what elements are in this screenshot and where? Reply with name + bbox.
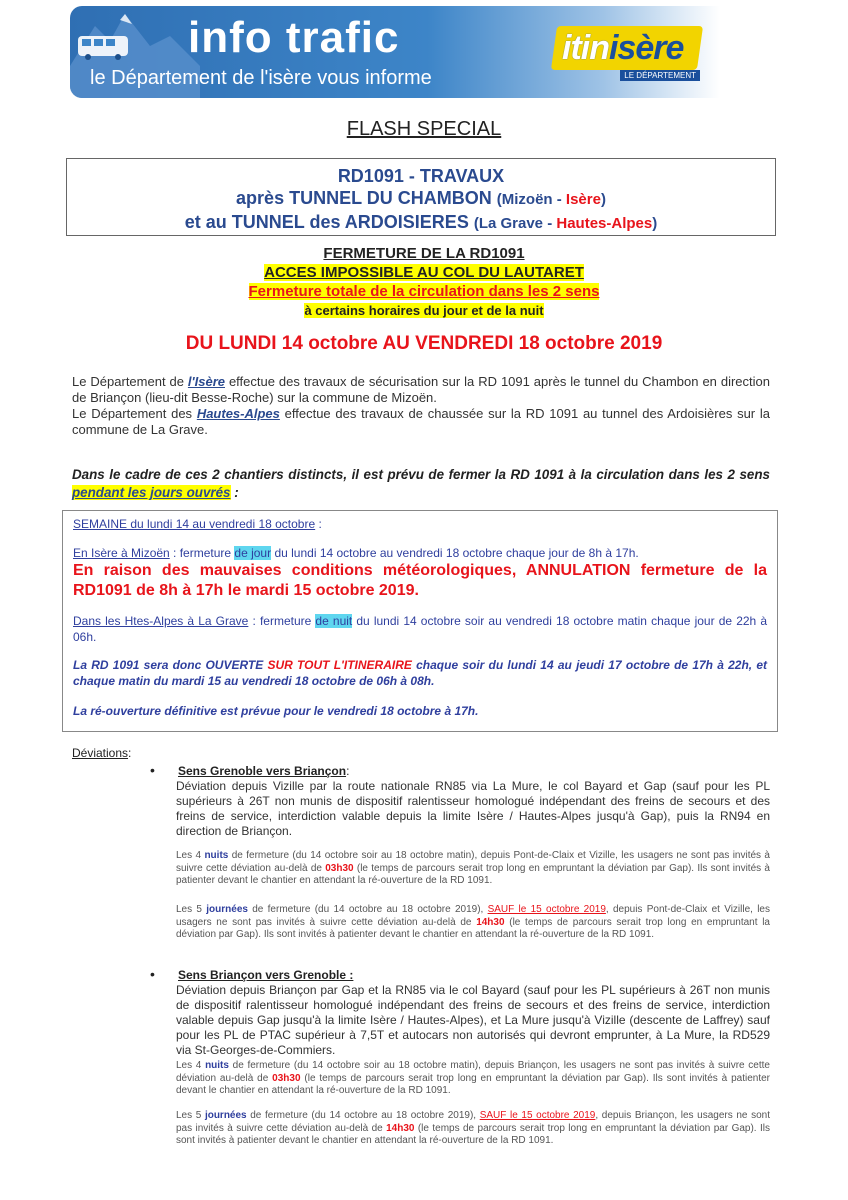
title-box — [66, 158, 776, 236]
flash-title: FLASH SPECIAL — [346, 118, 502, 140]
cancellation-notice: En raison des mauvaises conditions météorologiques, ANNULATION fermeture de la RD1091 de 8h à 17h le mardi 15 octobre 2019. — [73, 562, 767, 599]
hautes-alpes-schedule: Dans les Htes-Alpes à La Grave : fermeture de nuit du lundi 14 octobre soir au vendredi 18 octobre matin chaque jour de 22h à 06h. — [73, 614, 768, 644]
title-line-2: après TUNNEL DU CHAMBON (Mizoën - Isère) — [236, 188, 606, 208]
itinisere-logo: itinisère LE DÉPARTEMENT — [554, 26, 700, 80]
paragraph-isere: Le Département de l'Isère effectue des travaux de sécurisation sur la RD 1091 après le tunnel du Chambon en direction de Briançon (lieu-dit Besse-Roche) sur la commune de Mizoën. — [72, 374, 770, 405]
header-title: info trafic — [188, 13, 400, 62]
paragraph-hautes-alpes: Le Département des Hautes-Alpes effectue des travaux de chaussée sur la RD 1091 au tunnel des Ardoisières sur la commune de La Grave. — [72, 406, 770, 437]
title-line-1: RD1091 - TRAVAUX — [337, 166, 505, 186]
closure-line-3: Fermeture totale de la circulation dans les 2 sens — [248, 283, 600, 300]
section-2-nights: Les 4 nuits de fermeture (du 14 octobre soir au 18 octobre matin), depuis Briançon, les usagers ne sont pas invités à suivre cette déviation au-delà de 03h30 (le temps de parcours serait trop long en empruntant la déviation par Gap). Ils sont invités à patienter devant le chantier en attendant la ré-ouverture de la RD 1091. — [176, 1060, 770, 1096]
logo-department: LE DÉPARTEMENT — [620, 70, 700, 81]
bullet-icon: • — [150, 966, 155, 982]
bullet-icon: • — [150, 762, 155, 778]
closure-line-2: ACCES IMPOSSIBLE AU COL DU LAUTARET — [264, 264, 584, 281]
closure-notice — [0, 244, 848, 320]
isere-schedule: En Isère à Mizoën : fermeture de jour du lundi 14 octobre au vendredi 18 octobre chaque jour de 8h à 17h. — [73, 546, 639, 560]
section-briancon-grenoble-text: Déviation depuis Briançon par Gap et la RN85 via le col Bayard (sauf pour les PL supérieurs à 26T non munis de dispositif ralentisseur homologué indépendant des freins de secours et des freins de service, interdiction valable depuis Gap jusqu'à la limite Isère / Hautes-Alpes), et La Mure jusqu'à Vizille (descente de Laffrey) sauf pour les PL de PTAC supérieur à 7,5T et autocars non autorisés qui devront emprunter, à La Mure, la RD529 via St-Georges-de-Commiers. — [176, 983, 770, 1057]
header-subtitle: le Département de l'isère vous informe — [90, 67, 432, 89]
reopening-notice: La ré-ouverture définitive est prévue pour le vendredi 18 octobre à 17h. — [73, 704, 479, 718]
open-hours: La RD 1091 sera donc OUVERTE SUR TOUT L'ITINERAIRE chaque soir du lundi 14 au jeudi 17 octobre de 17h à 22h, et chaque matin du mardi 15 au vendredi 18 octobre de 06h à 08h. — [73, 658, 767, 688]
section-briancon-grenoble-heading: Sens Briançon vers Grenoble : — [178, 968, 354, 982]
title-line-3: et au TUNNEL des ARDOISIERES (La Grave - Hautes-Alpes) — [184, 212, 658, 232]
intro-text: Dans le cadre de ces 2 chantiers distincts, il est prévu de fermer la RD 1091 à la circulation dans les 2 sens pendant les jours ouvrés : — [72, 467, 770, 500]
section-1-nights: Les 4 nuits de fermeture (du 14 octobre soir au 18 octobre matin), depuis Pont-de-Claix et Vizille, les usagers ne sont pas invités à suivre cette déviation au-delà de 03h30 (le temps de parcours serait trop long en empruntant la déviation par Gap). Ils sont invités à patienter devant le chantier en attendant la ré-ouverture de la RD 1091. — [176, 850, 770, 886]
closure-dates: DU LUNDI 14 octobre AU VENDREDI 18 octobre 2019 — [185, 333, 663, 354]
section-1-days: Les 5 journées de fermeture (du 14 octobre au 18 octobre 2019), SAUF le 15 octobre 2019, depuis Pont-de-Claix et Vizille, les usagers ne sont pas invités à suivre cette déviation au-delà de 14h30 (le temps de parcours serait trop long en empruntant la déviation par Gap). Ils sont invités à patienter devant le chantier en attendant la ré-ouverture de la RD 1091. — [176, 904, 770, 940]
closure-line-1: FERMETURE DE LA RD1091 — [323, 245, 525, 262]
week-label: SEMAINE du lundi 14 au vendredi 18 octobre : — [73, 517, 322, 531]
deviations-label: Déviations: — [72, 746, 132, 760]
schedule-box — [62, 510, 778, 732]
closure-line-4: à certains horaires du jour et de la nuit — [304, 303, 544, 318]
section-2-days: Les 5 journées de fermeture (du 14 octobre au 18 octobre 2019), SAUF le 15 octobre 2019, depuis Briançon, les usagers ne sont pas invités à suivre cette déviation au-delà de 14h30 (le temps de parcours serait trop long en empruntant la déviation par Gap). Ils sont invités à patienter devant le chantier en attendant la ré-ouverture de la RD 1091. — [176, 1110, 771, 1146]
section-grenoble-briancon-heading: Sens Grenoble vers Briançon: — [178, 764, 350, 778]
section-grenoble-briancon-text: Déviation depuis Vizille par la route nationale RN85 via La Mure, le col Bayard et Gap (sauf pour les PL supérieurs à 26T non munis de dispositif ralentisseur homologué indépendant des freins de secours et des freins de service, interdiction valable depuis la limite Isère / Hautes-Alpes jusqu'à Gap), puis la RN94 en direction de Briançon. — [176, 779, 770, 838]
